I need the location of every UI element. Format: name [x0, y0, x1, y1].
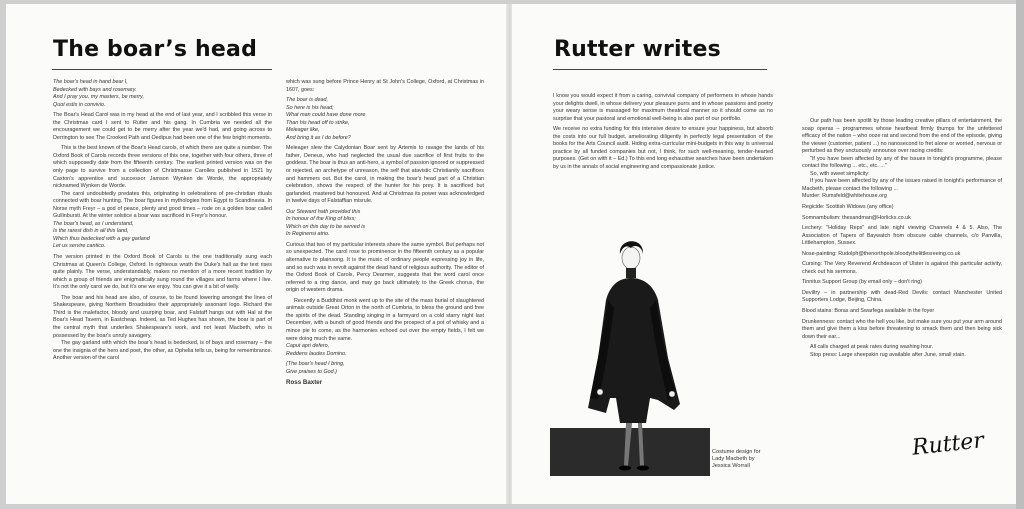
paragraph: "If you have been affected by any of the issues in tonight's programme, please contact the following ... etc., etc. ..."	[802, 155, 1002, 170]
article-column-1	[53, 79, 272, 499]
paragraph: Regicide: Scottish Widows (any office)	[802, 204, 894, 211]
paragraph: I know you would expect it from a caring, convivial company of performers in whose hands your delights dwell, in whose delivery your pleasure purrs and in whose passions and poetry your weary sense is massaged for maximum theatrical manner so it should come as no surprise that your pastoral and emotional well-being is also part of our portfolio.	[553, 93, 773, 122]
paragraph: The Boar's Head Carol was in my head at the end of last year, and I scribbled this verse in the Christmas card I sent to Rutter and his gang. In Cumbria we needed all the encouragement we could get to be merry after the year we'd had, and going across to Derrington to see The Crooked Path and Oedipus had been one of the few bright moments.	[53, 112, 272, 141]
paragraph: If you have been affected by any of the issues raised in tonight's performance of Macbeth, please contact the following ...	[802, 178, 1002, 192]
face	[622, 247, 640, 269]
title-rule	[52, 69, 272, 70]
page-title: Rutter writes	[554, 37, 721, 62]
page-title: The boar’s head	[53, 37, 258, 62]
verse-stanza: Our Steward hath provided this In honour of the King of bliss; Which on this day to be served is In Reginensi atrio.	[286, 208, 366, 238]
paragraph: All calls charged at peak rates during washing hour.	[810, 344, 934, 351]
paragraph: The version printed in the Oxford Book of Carols is the one traditionally sung each Christmas at Queen's College, Oxford. In righteous wrath the Duke's hall as the text rises quite plainly. The verse, understandably, makes no mention of a more recent tradition by which a group of friends are enigmatically sung round the villages and farms where I live. It's not the only carol we do, but it's one we enjoy. You can give it a bit of welly.	[53, 254, 272, 291]
paragraph: Our path has been spotlit by those leading creative pillars of entertainment, the soap operas – programmes whose heartbeat firmly thumps for the unfettered efficacy of the nation – who ooze rat and second from the end of the episode, giving the viewer (customer, patient ...) no nanosecond to fret alone or worried, nervous or perturbed as they unctuously announce over racing credits:	[802, 118, 1002, 155]
title-rule	[553, 69, 767, 70]
hand-left	[597, 389, 603, 395]
costume-illustration	[548, 208, 714, 478]
left-page	[6, 4, 508, 504]
paragraph: The boar and his head are also, of course, to be found lowering amongst the lines of Shakespeare, giving Northern Broadsides their appropriately assonant logo. Richard the Third is the malefactor, bloody and usurping boar, and Falstaff hangs out with Hal at the Boar's Head Tavern, in Eastcheap. Indeed, as Ted Hughes has shown, the boar is part of the central myth that underlies Shakespeare's work, and not least Macbeth, who is possessed by the boar's unruly savagery.	[53, 294, 272, 339]
author-signature: Ross Baxter	[286, 379, 323, 387]
paragraph: Lechery: "Holiday Reps" and late night viewing Channels 4 & 5. Also, The Association of Tapers of Baywatch from obscure cable channels, c/o Panvilla, Littlehampton, Sussex.	[802, 225, 1002, 247]
hand-right	[669, 391, 675, 397]
paragraph: which was sung before Prince Henry at St John's College, Oxford, at Christmas in 1607, goes:	[286, 79, 484, 93]
paragraph: Murder: Rumsfeld@whitehouse.org	[802, 193, 887, 200]
paragraph: Drunkenness: contact who the hell you like, but make sure you put your arm around them and give them a kiss before threatening to smack them and then being sick down their ear...	[802, 318, 1002, 340]
paragraph: Meleager slew the Calydonian Boar sent by Artemis to ravage the lands of his father, Oeneus, who had neglected the usual due sacrifice of first fruits to the goddess. The boar is thus an anti-hero, a symbol of passion ignored or suppressed or rejected, an archetype of unreason, the self that atavistic Christianity sacrifices and hammers out. But the carol, in making the boar's head part of a Christian celebration, shows the respect of the hunter for his prey. It is sacrificed but garlanded, mastered but honoured. And at Christmas its power was acknowledged in twelve days of Falstaffian misrule.	[286, 145, 484, 205]
paragraph: Cursing: The Very Reverend Archdeacon of Ulster is against this particular activity, check out his sermons.	[802, 261, 1002, 275]
paragraph: Somnambulism: thesandman@Horlicks.co.uk	[802, 214, 911, 221]
verse-stanza: Caput apri defero, Reddens laudes Domino.	[286, 343, 347, 357]
verse-stanza: (The boar's head I bring, Give praises to God.)	[286, 361, 345, 375]
paragraph: So, with sweet simplicity:	[810, 170, 870, 177]
paragraph: Nose-painting: Rudolph@thenorthpole.bloodythelittlesreeing.co.uk	[802, 250, 961, 257]
article-column-2	[802, 118, 1002, 448]
paragraph: The carol undoubtedly predates this, originating in celebrations of pre-christian rituals connected with boar hunting. The boar figures in mythologies from Egypt to Scandinavia. In Norse myth Freyr – a god of peace, plenty and good times – rode on a golden boar called Gullinbursti. At the winter solstice a boar was sacrificed in Freyr's honour.	[53, 190, 272, 220]
paragraph: We receive no extra funding for this intensive desire to ensure your happiness, but absorb the costs into our full budget, ameliorating diligently in perfectly legal presentation of the books for the Arts Council audit. Hiding extra-curricular mini-budgets in this way is universal practice by all funded companies but not, I think, for such well-meaning, tender-hearted purposes. (Get on with it – Ed.) To this end long exhaustive searches have been undertaken by us in the annals of social engineering and compassionate justice.	[553, 126, 773, 170]
verse-stanza: The boar's head, as I understand, Is the rarest dish in all this land, Which thus bedecked with a gay garland Let us servire cantico.	[53, 220, 150, 250]
paragraph: Blood stains: Boras and Swarfega available in the foyer	[802, 308, 935, 315]
handwritten-signature: Rutter	[910, 428, 986, 461]
verse-stanza: The boar's head in hand bear I, Bedecked with bays and rosemary. And I pray you, my masters, be merry, Quot estis in convivio.	[53, 79, 144, 108]
illustration-caption: Costume design for Lady Macbeth by Jessica Worrall	[712, 449, 761, 469]
article-column-1	[553, 93, 773, 213]
binding-edge	[1016, 0, 1024, 509]
shoe-left	[619, 466, 631, 471]
article-column-2	[286, 79, 484, 499]
paragraph: Recently a Buddhist monk went up to the site of the mass burial of slaughtered animals outside Great Orton in the north of Cumbria, to bless the ground and free the spirits of the dead. Standing singing in a farmyard on a cold starry night last December, with a bunch of good friends and the prospect of a pot of whisky and a mince pie to come, as the harmonies echoed out over the empty fields, I felt we were doing much the same.	[286, 297, 484, 342]
shoe-right	[637, 466, 649, 471]
paragraph: Deviltry – in partnership with dead-Red Devils: contact Manchester United Supporters Lodge, Beijing, China.	[802, 289, 1002, 304]
paragraph: Curious that two of my particular interests share the same symbol. But perhaps not so unexpected. The carol rose to prominence in the fifteenth century as a popular alternative to plainsong. It is the music of ordinary people expressing joy in life, and so such was in revolt against the dead hand of religious authority. The editor of the Oxford Book of Carols, Percy Dearmer, suggests that the word carol once referred to a ring dance, and may go back ultimately to the Greek chorus, the origin of western drama.	[286, 241, 484, 294]
paragraph: This is the best known of the Boar's Head carols, of which there are quite a number. The Oxford Book of Carols records three versions of this one, together with four others, three of which supposedly date from the fifteenth century. The earliest printed version was on the only page to survive from a collection of Christmasse Carolles published in 1521 by Caxton's apprentice and successor Jamson Wynken de Worde, the appropriately nicknamed Wynken de Worde.	[53, 145, 272, 190]
paragraph: The gay garland with which the boar's head is bedecked, is of bays and rosemary – the one the insignia of the hero and poet, the other, as Ophelia tells us, being for remembrance. Another version of the carol	[53, 340, 272, 362]
collar	[626, 268, 636, 278]
paragraph: Stop press: Large sheepskin rug available after June, small stain.	[810, 351, 966, 358]
verse-stanza: The boar is dead, So here is his head; What man could have done more Than his head off to strike, Meleager like, And bring it as I do before?	[286, 97, 366, 141]
right-page	[512, 4, 1016, 504]
paragraph: Tinnitus Support Group (by email only – don't ring)	[802, 279, 923, 286]
